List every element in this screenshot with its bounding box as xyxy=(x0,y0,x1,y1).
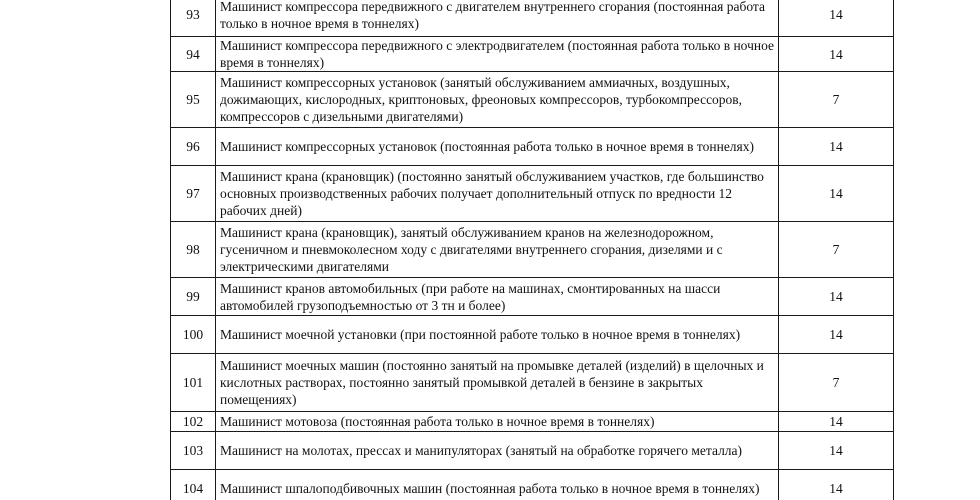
table-row xyxy=(171,470,894,500)
job-description: Машинист шпалоподбивочных машин (постоянная работа только в ночное время в тоннелях) xyxy=(216,470,779,500)
table-row xyxy=(171,166,894,222)
leave-days: 14 xyxy=(779,0,894,37)
row-number: 98 xyxy=(171,222,216,278)
leave-days: 7 xyxy=(779,354,894,412)
table-row xyxy=(171,316,894,354)
job-description: Машинист моечной установки (при постоянной работе только в ночное время в тоннелях) xyxy=(216,316,779,354)
table-row xyxy=(171,354,894,412)
job-description: Машинист компрессорных установок (постоянная работа только в ночное время в тоннелях) xyxy=(216,128,779,166)
row-number: 93 xyxy=(171,0,216,37)
leave-days: 14 xyxy=(779,128,894,166)
leave-days: 14 xyxy=(779,412,894,432)
table-row xyxy=(171,278,894,316)
leave-days: 7 xyxy=(779,72,894,128)
leave-days: 14 xyxy=(779,432,894,470)
row-number: 100 xyxy=(171,316,216,354)
row-number: 96 xyxy=(171,128,216,166)
job-description: Машинист мотовоза (постоянная работа только в ночное время в тоннелях) xyxy=(216,412,779,432)
row-number: 101 xyxy=(171,354,216,412)
table-row xyxy=(171,432,894,470)
job-description: Машинист моечных машин (постоянно занятый на промывке деталей (изделий) в щелочных и кислотных растворах, постоянно занятый промывкой деталей в бензине в закрытых помещениях) xyxy=(216,354,779,412)
job-description: Машинист компрессорных установок (занятый обслуживанием аммиачных, воздушных, дожимающих, кислородных, криптоновых, фреоновых компрессоров, турбокомпрессоров, компрессоров с дизельными двигателями) xyxy=(216,72,779,128)
leave-days: 7 xyxy=(779,222,894,278)
table-row xyxy=(171,72,894,128)
table-row xyxy=(171,0,894,37)
leave-days: 14 xyxy=(779,316,894,354)
row-number: 95 xyxy=(171,72,216,128)
row-number: 94 xyxy=(171,37,216,72)
row-number: 102 xyxy=(171,412,216,432)
job-description: Машинист крана (крановщик) (постоянно занятый обслуживанием участков, где большинство основных производственных рабочих получает дополнительный отпуск по вредности 12 рабочих дней) xyxy=(216,166,779,222)
leave-table xyxy=(170,0,894,500)
job-description: Машинист крана (крановщик), занятый обслуживанием кранов на железнодорожном, гусеничном и пневмоколесном ходу с двигателями внутреннего сгорания, дизелями и с электрическими двигателями xyxy=(216,222,779,278)
leave-days: 14 xyxy=(779,166,894,222)
table-row xyxy=(171,222,894,278)
table-row xyxy=(171,37,894,72)
job-description: Машинист компрессора передвижного с двигателем внутреннего сгорания (постоянная работа только в ночное время в тоннелях) xyxy=(216,0,779,37)
row-number: 103 xyxy=(171,432,216,470)
table-row xyxy=(171,412,894,432)
row-number: 104 xyxy=(171,470,216,500)
row-number: 99 xyxy=(171,278,216,316)
job-description: Машинист компрессора передвижного с электродвигателем (постоянная работа только в ночное время в тоннелях) xyxy=(216,37,779,72)
job-description: Машинист на молотах, прессах и манипуляторах (занятый на обработке горячего металла) xyxy=(216,432,779,470)
row-number: 97 xyxy=(171,166,216,222)
table-row xyxy=(171,128,894,166)
job-description: Машинист кранов автомобильных (при работе на машинах, смонтированных на шасси автомобилей грузоподъемностью от 3 тн и более) xyxy=(216,278,779,316)
leave-days: 14 xyxy=(779,470,894,500)
leave-days: 14 xyxy=(779,278,894,316)
leave-days: 14 xyxy=(779,37,894,72)
